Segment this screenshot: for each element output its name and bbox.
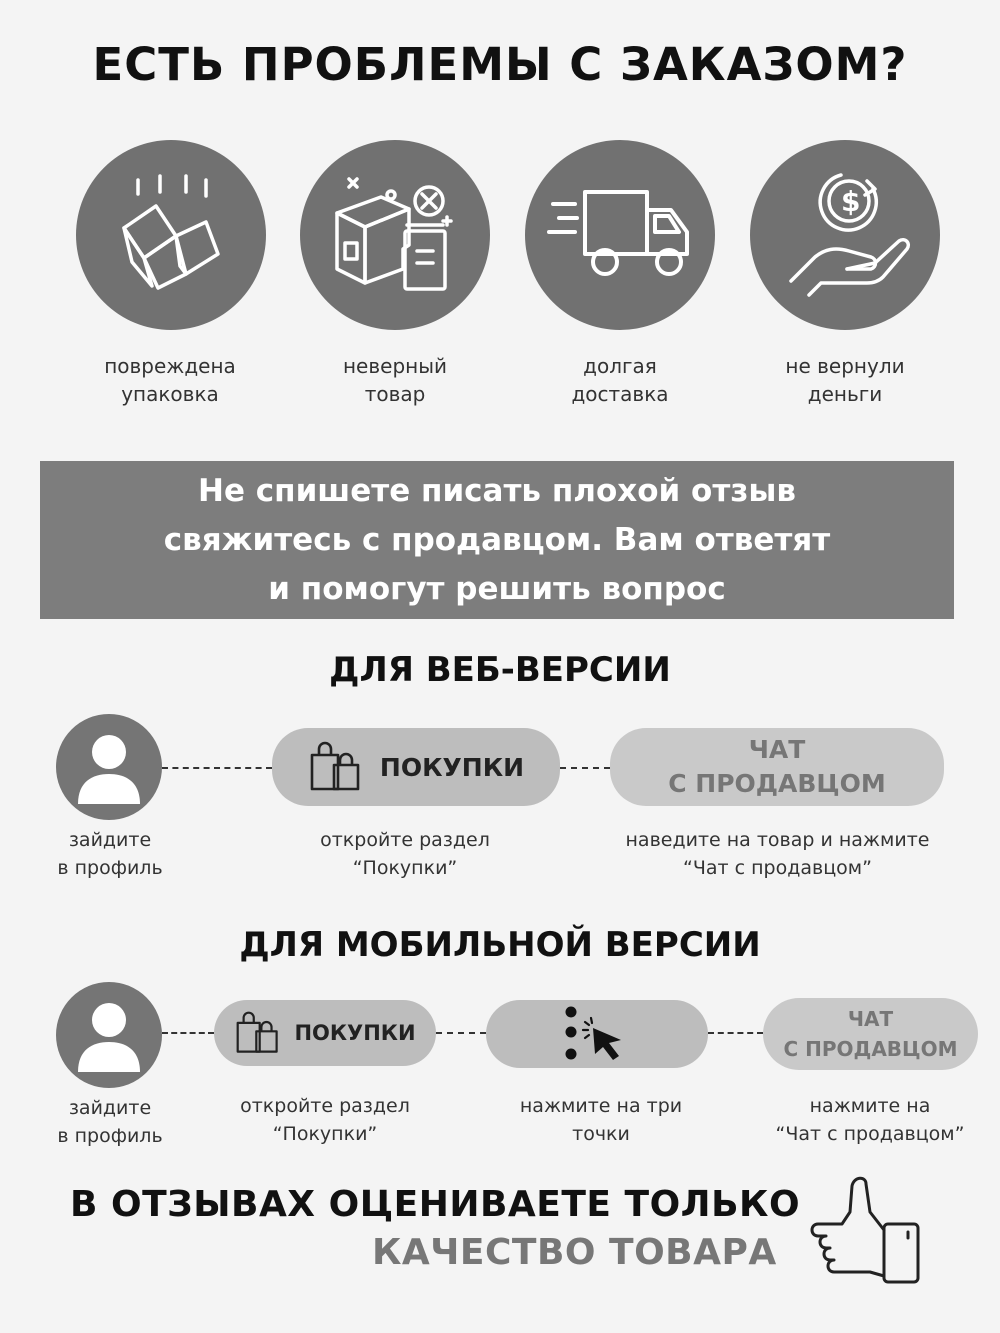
problem-caption-refund: не вернули деньги	[785, 354, 905, 406]
user-icon	[56, 714, 162, 820]
problem-circle-damaged	[76, 140, 266, 330]
web-purchases-label: ПОКУПКИ	[379, 752, 525, 782]
problem-caption-delivery: долгая доставка	[571, 354, 669, 406]
shopping-bags-icon	[308, 741, 364, 793]
three-dots-cursor-icon	[557, 1004, 637, 1064]
web-step1-caption: зайдите в профиль	[57, 829, 163, 879]
mobile-menu-pill[interactable]	[486, 1000, 708, 1068]
mobile-chat-pill[interactable]	[763, 998, 978, 1070]
mobile-connector-3	[708, 1032, 763, 1034]
delivery-truck-icon	[545, 180, 695, 290]
web-step2-caption: откройте раздел “Покупки”	[320, 829, 490, 879]
web-step3-caption: наведите на товар и нажмите “Чат с продавцом”	[625, 829, 930, 879]
mobile-step1-caption: зайдите в профиль	[57, 1097, 163, 1147]
mobile-purchases-label: ПОКУПКИ	[294, 1021, 416, 1045]
problem-caption-damaged: повреждена упаковка	[104, 354, 236, 406]
problem-circle-wrong-item	[300, 140, 490, 330]
mobile-step3-caption: нажмите на три точки	[519, 1095, 683, 1145]
contact-seller-banner: Не спишете писать плохой отзыв свяжитесь с продавцом. Вам ответят и помогут решить вопрос	[40, 461, 954, 619]
web-version-heading: ДЛЯ ВЕБ-ВЕРСИИ	[329, 650, 671, 690]
page-title: ЕСТЬ ПРОБЛЕМЫ С ЗАКАЗОМ?	[92, 38, 908, 91]
web-connector-1	[162, 767, 272, 769]
mobile-chat-label-line1: ЧАТ	[847, 1007, 894, 1031]
footer-line1: В ОТЗЫВАХ ОЦЕНИВАЕТЕ ТОЛЬКО	[70, 1184, 801, 1225]
mobile-connector-2	[436, 1032, 486, 1034]
mobile-version-heading: ДЛЯ МОБИЛЬНОЙ ВЕРСИИ	[239, 925, 761, 965]
problem-circle-delivery	[525, 140, 715, 330]
money-hand-icon	[775, 165, 915, 305]
mobile-step2-caption: откройте раздел “Покупки”	[240, 1095, 410, 1145]
mobile-step4-caption: нажмите на “Чат с продавцом”	[775, 1095, 965, 1145]
mobile-profile-avatar[interactable]	[56, 982, 162, 1088]
web-chat-pill[interactable]	[610, 728, 944, 806]
problem-circle-refund	[750, 140, 940, 330]
web-connector-2	[560, 767, 610, 769]
web-chat-label-line1: ЧАТ	[748, 735, 806, 764]
web-chat-label-line2: С ПРОДАВЦОМ	[668, 769, 886, 798]
footer-line2: КАЧЕСТВО ТОВАРА	[372, 1232, 777, 1273]
web-profile-avatar[interactable]	[56, 714, 162, 820]
damaged-box-icon	[106, 170, 236, 300]
user-icon	[56, 982, 162, 1088]
shopping-bags-icon	[234, 1011, 282, 1055]
thumbs-up-icon	[800, 1168, 930, 1302]
web-purchases-pill[interactable]	[272, 728, 560, 806]
mobile-purchases-pill[interactable]	[214, 1000, 436, 1066]
mobile-connector-1	[162, 1032, 214, 1034]
svg-text:$: $	[841, 185, 861, 218]
mobile-chat-label-line2: С ПРОДАВЦОМ	[783, 1037, 958, 1061]
wrong-item-icon	[325, 165, 465, 305]
problem-caption-wrong-item: неверный товар	[342, 354, 448, 406]
